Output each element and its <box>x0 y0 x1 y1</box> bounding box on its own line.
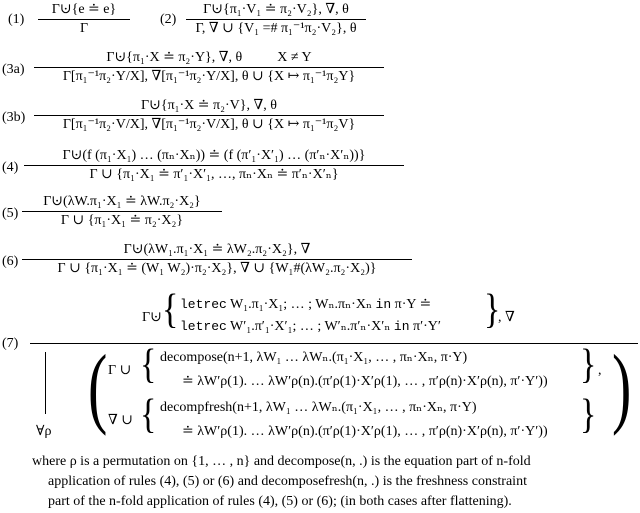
letrec-bindings-1: W₁.π₁·X₁; … ; Wₙ.πₙ·Xₙ <box>226 297 376 312</box>
rule-7-premise-line-1 <box>180 297 431 313</box>
rule-5-bar <box>22 211 222 212</box>
decompfresh-open-brace: { <box>140 392 157 437</box>
rule-7-label: (7) <box>2 336 19 351</box>
rule-2-premise: Γ⊍{π₁·V₁ ≐ π₂·V₂}, ∇, θ <box>203 2 349 17</box>
rule-1-bar <box>38 19 130 20</box>
rule-3a-premise-text: Γ⊍{π₁·X ≐ π₂·Y}, ∇, θ <box>106 50 243 65</box>
decompose-comma: , <box>598 363 602 378</box>
rule-4-bar <box>24 165 404 166</box>
rule-1-label: (1) <box>8 12 25 27</box>
conclusion-close-paren: ) <box>612 335 632 437</box>
rule-4-premise: Γ⊍(f (π₁·X₁) … (πₙ·Xₙ)) ≐ (f (π′₁·X′₁) … (π′ₙ·X′ₙ))} <box>62 148 366 163</box>
rule-1-premise: Γ⊍{e ≐ e} <box>51 2 117 17</box>
decompose-open-brace: { <box>140 342 157 387</box>
rule-1-conclusion: Γ <box>79 21 89 37</box>
rule-3b <box>34 98 384 133</box>
in-keyword-2: in <box>393 319 410 334</box>
rule-3b-conclusion: Γ[π₁⁻¹π₂·V/X], ∇[π₁⁻¹π₂·V/X], θ ∪ {X ↦ π₁⁻¹π₂V} <box>62 117 356 133</box>
letrec-body-1: π·Y ≐ <box>391 297 432 312</box>
rule-3b-label: (3b) <box>2 110 26 125</box>
in-keyword-1: in <box>375 297 392 312</box>
letrec-keyword-2: letrec <box>180 319 227 334</box>
rule-4-conclusion: Γ ∪ {π₁·X₁ ≐ π′₁·X′₁, …, πₙ·Xₙ ≐ π′ₙ·X′ₙ} <box>89 167 339 183</box>
rule-2-label: (2) <box>160 12 177 27</box>
gamma-cup: Γ ∪ <box>108 363 132 378</box>
rule-7-premise-close-brace: } <box>484 287 501 332</box>
decompose-close-brace: } <box>580 342 597 387</box>
rule-1 <box>38 2 130 37</box>
rule-2-bar <box>186 19 366 20</box>
letrec-body-2: π′·Y′ <box>409 319 441 334</box>
rule-7-premise-suffix: , ∇ <box>498 310 515 325</box>
rule-7-bar <box>30 343 638 344</box>
rule-6-conclusion: Γ ∪ {π₁·X₁ ≐ (W₁ W₂)·π₂·X₂}, ∇ ∪ {W₁#(λW₂.π₂·X₂)} <box>57 261 377 277</box>
forall-vertical-bar <box>45 352 46 414</box>
conclusion-open-paren: ( <box>88 335 108 437</box>
rule-5-premise: Γ⊍(λW.π₁·X₁ ≐ λW.π₂·X₂} <box>43 194 201 209</box>
rule-3a-label: (3a) <box>2 62 25 77</box>
rule-5-label: (5) <box>2 206 19 221</box>
rule-5-conclusion: Γ ∪ {π₁·X₁ ≐ π₂·X₂} <box>60 213 184 229</box>
caption-line-3: part of the n-fold application of rules (4), (5) or (6); (in both cases after flattening). <box>48 494 512 509</box>
rule-6-label: (6) <box>2 254 19 269</box>
rule-6-premise: Γ⊍(λW₁.π₁·X₁ ≐ λW₂.π₂·X₂}, ∇ <box>123 242 311 257</box>
rule-3a-bar <box>34 67 384 68</box>
rule-2-conclusion: Γ, ∇ ∪ {V₁ =# π₁⁻¹π₂·V₂}, θ <box>195 21 357 37</box>
decompfresh-line-1: decompfresh(n+1, λW₁ … λWₙ.(π₁·X₁, … , πₙ·Xₙ, π·Y) <box>160 400 477 415</box>
rule-6 <box>22 242 412 277</box>
decompose-line-1: decompose(n+1, λW₁ … λWₙ.(π₁·X₁, … , πₙ·Xₙ, π·Y) <box>160 350 468 365</box>
rule-7-premise-line-2 <box>180 319 441 335</box>
rule-7-gamma-prefix: Γ⊍ <box>142 310 162 325</box>
decompose-line-2: ≐ λW′ρ(1). … λW′ρ(n).(π′ρ(1)·X′ρ(1), … , π′ρ(n)·X′ρ(n), π′·Y′)) <box>182 374 548 389</box>
rule-7-premise-open-brace: { <box>162 287 179 332</box>
caption-line-2: application of rules (4), (5) or (6) and decomposefresh(n, .) is the freshness constraint <box>48 474 527 489</box>
nabla-cup: ∇ ∪ <box>108 413 134 428</box>
rule-2 <box>186 2 366 37</box>
caption-line-1: where ρ is a permutation on {1, … , n} and decompose(n, .) is the equation part of n-fold <box>32 454 531 469</box>
rule-5 <box>22 194 222 229</box>
rule-3a <box>34 50 384 85</box>
rule-3b-premise: Γ⊍{π₁·X ≐ π₂·V}, ∇, θ <box>141 98 277 113</box>
letrec-bindings-2: W′₁.π′₁·X′₁; … ; W′ₙ.π′ₙ·X′ₙ <box>226 319 394 334</box>
decompfresh-close-brace: } <box>580 392 597 437</box>
forall-rho: ∀ρ <box>36 424 52 439</box>
rule-3a-conclusion: Γ[π₁⁻¹π₂·Y/X], ∇[π₁⁻¹π₂·Y/X], θ ∪ {X ↦ π₁⁻¹π₂Y} <box>62 69 356 85</box>
decompfresh-line-2: ≐ λW′ρ(1). … λW′ρ(n).(π′ρ(1)·X′ρ(1), … , π′ρ(n)·X′ρ(n), π′·Y′)) <box>182 424 548 439</box>
rule-6-bar <box>22 259 412 260</box>
rule-3a-premise <box>104 50 313 66</box>
rule-3a-side-condition: X ≠ Y <box>277 50 312 65</box>
rule-3b-bar <box>34 115 384 116</box>
rule-4-label: (4) <box>2 160 19 175</box>
rule-4 <box>24 148 404 183</box>
letrec-keyword-1: letrec <box>180 297 227 312</box>
